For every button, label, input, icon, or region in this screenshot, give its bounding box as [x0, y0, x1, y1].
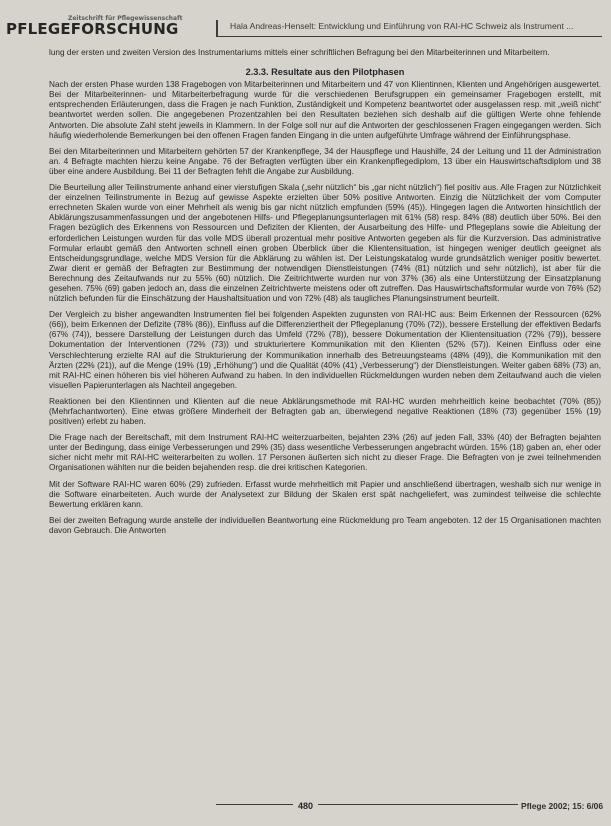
article-body — [49, 48, 601, 778]
page-header — [0, 0, 611, 46]
body-paragraph-2: Bei den Mitarbeiterinnen und Mitarbeitern gehörten 57 der Krankenpflege, 34 der Hauspflege und Haushilfe, 24 der Leitung und 11 der Administration an. 4 Befragte machten hierzu keine Angabe. 76 der Befragten verfügten über ein Krankenpflegediplom, 13 über ein Hauswirtschaftsdiplom und 38 über eine andere Ausbildung. Bei 11 der Befragten fehlt die Angabe zur Ausbildung. — [49, 146, 601, 176]
body-paragraph-7: Mit der Software RAI-HC waren 60% (29) zufrieden. Erfasst wurde mehrheitlich mit Papier und anschließend übertragen, weshalb sich nur wenige in die Software einarbeiteten. Auch wurde der Analysetext zur Bildung der Skalen erst spät nachgeliefert, was zumindest teilweise die schlechte Bewertung erklären kann. — [49, 479, 601, 509]
intro-paragraph: lung der ersten und zweiten Version des Instrumentariums mittels einer schriftlichen Befragung bei den Mitarbeiterinnen und Mitarbeitern. — [49, 48, 550, 57]
body-paragraph-4: Der Vergleich zu bisher angewandten Instrumenten fiel bei folgenden Aspekten zugunsten von RAI-HC aus: Beim Erkennen der Ressourcen (62% (66)), beim Erkennen der Defizite (78% (86)), Einfluss auf die Differenziertheit der Pflegeplanung (70% (72)), bessere Erstellung der effektiven Bedarfs (67% (74)), bessere Darstellung der Leistungen durch das Umfeld (72% (78)), bessere Dokumentation der Klientensituation (72% (79)), bessere Dokumentation der Interventionen (72% (73)) und strukturiertere Kommunikation mit den Klienten (52% (57)). Keinen Einfluss oder eine Verschlechterung erzielte RAI auf die Strukturierung der Kommunikation innerhalb des Betreuungsteams (48% (49)), die Kommunikation mit den Ärzten (22% (21)), auf die Menge (19% (19) „Erhöhung“) und die Qualität (40% (41) „Verbesserung“) der Dienstleistungen. Weiter gaben 68% (73) an, mit RAI-HC einen höheren bis viel höheren Aufwand zu haben. In den individuellen Rückmeldungen wurden neben dem Zeitaufwand auch die vielen visuellen Papierunterlagen als Nachteil angegeben. — [49, 310, 601, 390]
journal-logo-text: PFLEGEFORSCHUNG — [6, 20, 179, 38]
body-paragraph-6: Die Frage nach der Bereitschaft, mit dem Instrument RAI-HC weiterzuarbeiten, bejahten 23% (26) auf jeden Fall, 33% (40) der Befragten bejahten unter der Bedingung, dass einige Verbesserungen und 29% (35) dass wesentliche Verbesserungen angebracht würden. 15% (18) gaben an, eher oder sicher nicht mehr mit RAI-HC weiterarbeiten zu wollen. 17 Personen äußerten sich nicht zu dieser Frage. Die Befragten von je zwei teilnehmenden Organisationen wählten nur die beiden bejahenden resp. die drei kritischen Kategorien. — [49, 433, 601, 473]
journal-logo-tagline: Zeitschrift für Pflegewissenschaft — [68, 15, 183, 22]
body-paragraph-3: Die Beurteilung aller Teilinstrumente anhand einer vierstufigen Skala („sehr nützlich“ bis „gar nicht nützlich“) fiel positiv aus. Alle Fragen zur Nützlichkeit der einzelnen Teilinstrumente in Bezug auf gewisse Aspekte erzielten über 50% positive Antworten. Einzig die Nützlichkeit der vom Computer errechneten Skalen wurde von einer Mehrheit als wenig bis gar nicht nützlich empfunden (59% (45)). Hingegen lagen die Antworten hinsichtlich der Abklärungszusammenfassungen und der angebotenen Hilfs- und Pflegeplanungsunterlagen mit 61% (58) resp. 84% (88) deutlich über 50%. Bei den Fragen bezüglich des Erkennens von Ressourcen und Defiziten der Klienten, der Ausarbeitung des Hilfe- und Pflegeplans sowie die Ableitung der erforderlichen Leistungen wurden für das volle MDS überall prozentual mehr positive Antworten gegeben als für die Kurzversion. Das administrative Formular erlaubt gemäß den Antworten schnell einen groben Überblick über die Klientensituation, ist hingegen weniger deutlich geeignet als Entscheidungsgrundlage, welche MDS Version für die Abklärung zu wählen ist. Der Leistungskatalog wurde grundsätzlich weniger positiv bewertet. Zwar dient er gemäß der Befragten zur Bestimmung der notwendigen Dienstleistungen (74% (81) nützlich und sehr nützlich), ist aber für die Berechnung des Zeitaufwands nur zu 55% (60) nützlich. Die Zeitrichtwerte wurden nur von 37% (36) als eine Unterstützung der Einsatzplanung gesehen. 75% (69) gaben jedoch an, dass die einzelnen Zeitrichtwerte meistens oder oft zutreffen. Das Hauswirtschaftsformular wurde von 76% (52) nützlich befunden für die Einschätzung der Haushaltsituation und von 72% (48) als taugliches Planungsinstrument beurteilt. — [49, 183, 601, 304]
body-paragraph-5: Reaktionen bei den Klientinnen und Klienten auf die neue Abklärungsmethode mit RAI-HC wurden mehrheitlich keine beobachtet (70% (85)) (Mehrfachantworten). Eine etwas größere Minderheit der Befragten gab an, überwiegend negative Reaktionen (18% (73) gegenüber 15% (19) positiven) erlebt zu haben. — [49, 396, 601, 427]
journal-logo — [6, 15, 183, 38]
header-divider-vertical — [216, 20, 218, 36]
running-title: Hala Andreas-Henselt: Entwicklung und Einführung von RAI-HC Schweiz als Instrument ... — [230, 21, 574, 31]
body-paragraph-8: Bei der zweiten Befragung wurde anstelle der individuellen Beantwortung eine Rückmeldung pro Team angeboten. 12 der 15 Organisationen machten davon Gebrauch. Die Antworten — [49, 515, 601, 535]
section-heading: 2.3.3. Resultate aus den Pilotphasen — [245, 67, 405, 78]
header-rule — [216, 36, 602, 37]
page-number: 480 — [293, 801, 318, 811]
body-paragraph-1: Nach der ersten Phase wurden 138 Fragebogen von Mitarbeiterinnen und Mitarbeitern und 47 von Klientinnen, Klienten und Angehörigen ausgewertet. Bei der Mitarbeiterinnen- und Mitarbeiterbefragung wurde für die verschiedenen Berufsgruppen ein gemeinsamer Fragebogen erstellt, mit entsprechenden Erläuterungen, dass die Fragen je nach Funktion, Zuständigkeit und Kompetenz beantwortet oder ausgelassen resp. mit „weiß nicht“ beantwortet werden sollen. Die angegebenen Prozentzahlen bei den Resultaten beziehen sich deshalb auf die gültigen Werte ohne fehlende Antworten. Die absolute Zahl steht jeweils in Klammern. In der Folge soll nur auf die Antworten der geschlossenen Fragen eingegangen werden. Sich häufig wiederholende Bemerkungen bei den offenen Fragen fanden Eingang in die unten aufgeführte Umfrage während der Einführungsphase. — [49, 80, 601, 140]
journal-issue: Pflege 2002; 15: 6/06 — [518, 801, 603, 811]
page-footer — [0, 794, 611, 826]
